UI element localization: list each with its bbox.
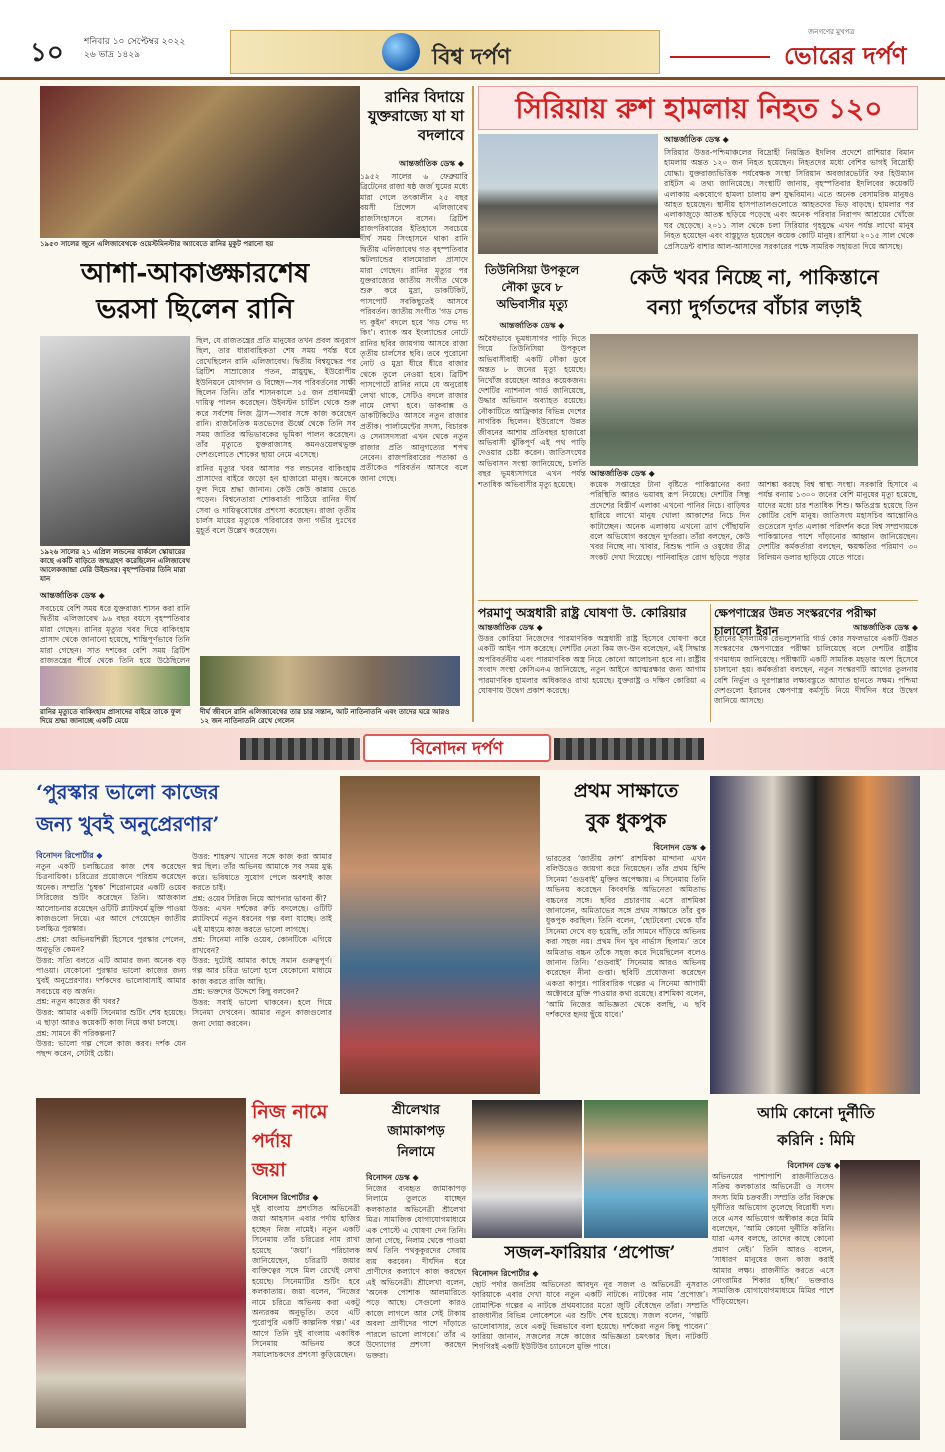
award-body-left: নতুন একটি চলচ্চিত্রের কাজ শেষ করেছেন চিত্রনায়িকা। চরিত্রের প্রয়োজনে পরিশ্রম করেছেন অনেক। সম্প্রতি ‘চুম্বক’ শিরোনামের একটি ওয়েব সিরিজের শুটিং করেছেন তিনি। আজকাল আলোচনায় রয়েছেন ওটিটি প্ল্যাটফর্মে মুক্তি পাওয়া কাজগুলো নিয়ে। এর আগে পেয়েছেন জাতীয় চলচ্চিত্র পুরস্কার। প্রশ্ন: সেরা অভিনয়শিল্পী হিসেবে পুরস্কার পেলেন, অনুভূতি কেমন? উত্তর: সত্যি বলতে এটি আমার জন্য অনেক বড় পাওয়া। যেকোনো পুরস্কার ভালো কাজের জন্য খুবই অনুপ্রেরণার। দর্শকদের ভালোবাসাই আমার সবচেয়ে বড় অর্জন। প্রশ্ন: নতুন কাজের কী খবর? উত্তর: আমার একটি সিনেমার শুটিং শেষ হয়েছে। এ ছাড়া আরও কয়েকটি কাজ নিয়ে কথা চলছে। প্রশ্ন: সামনে কী পরিকল্পনা? উত্তর: ভালো গল্প পেলে কাজ করব। দর্শক যেন পছন্দ করেন, সেটাই চেষ্টা। — [36, 862, 186, 1059]
tunisia-dept: আন্তর্জাতিক ডেস্ক ◆ — [499, 321, 565, 330]
joya-headline — [252, 1098, 352, 1190]
masthead-logo: ভোরের দর্পণ — [784, 41, 907, 70]
mimi-body: অভিনয়ের পাশাপাশি রাজনীতিতেও সক্রিয় কলকাতার অভিনেত্রী ও সংসদ সদস্য মিমি চক্রবর্তী। সম্প্রতি তাঁর বিরুদ্ধে দুর্নীতির অভিযোগ তুলেছে বিরোধী দল। তবে এসব অভিযোগ অস্বীকার করে মিমি বলেছেন, ‘আমি কোনো দুর্নীতি করিনি। যারা এসব বলছে, তাদের কাছে কোনো প্রমাণ নেই।’ তিনি আরও বলেন, ‘সাধারণ মানুষের জন্য কাজ করাই আমার লক্ষ্য। রাজনীতি করতে এসে নোংরামির শিকার হচ্ছি।’ ভক্তরাও সামাজিক যোগাযোগমাধ্যমে মিমির পাশে দাঁড়িয়েছেন। — [712, 1172, 834, 1306]
sreelekha-headline-line2: জামাকাপড় — [387, 1124, 445, 1139]
korea-body: উত্তর কোরিয়া নিজেদের পারমাণবিক অস্ত্রধারী রাষ্ট্র হিসেবে ঘোষণা করে একটি আইন পাস করেছে। দেশটির নেতা কিম জং-উন বলেছেন, এই সিদ্ধান্ত অপরিবর্তনীয় এবং পারমাণবিক অস্ত্র নিয়ে কোনো আলোচনা হবে না। রাষ্ট্রীয় সংবাদ সংস্থা কেসিএনএ জানিয়েছে, নতুন আইনে আত্মরক্ষার জন্য আগাম পারমাণবিক হামলার অধিকারও রাখা হয়েছে। যুক্তরাষ্ট্র ও দক্ষিণ কোরিয়া এ ঘোষণায় উদ্বেগ প্রকাশ করেছে। — [478, 634, 706, 696]
firstmeet-byline: বিনোদন ডেস্ক ◆ — [653, 843, 706, 852]
hope-headline — [30, 256, 360, 334]
flood-photo — [590, 334, 918, 466]
sajal-body: ছোট পর্দার জনপ্রিয় অভিনেতা আবদুন নূর সজল ও অভিনেত্রী নুসরাত ফারিয়াকে এবার দেখা যাবে নতুন একটি নাটকে। নাটকের নাম ‘প্রপোজ’। রোমান্টিক গল্পের এ নাটকে প্রথমবারের মতো জুটি বেঁধেছেন তাঁরা। সম্প্রতি রাজধানীর বিভিন্ন লোকেশনে এর শুটিং শেষ হয়েছে। সজল বলেন, ‘গল্পটি ভালোবাসার, তবে একটু ভিন্নভাবে বলা হয়েছে। দর্শকেরা নতুন কিছু পাবেন।’ ফারিয়া জানান, সজলের সঙ্গে কাজের অভিজ্ঞতা চমৎকার ছিল। নাটকটি শিগগিরই একটি ইউটিউব চ্যানেলে মুক্তি পাবে। — [472, 1280, 708, 1352]
date-bangla: ২৬ ভাদ্র ১৪২৯ — [84, 50, 141, 60]
ceremony-headline-line3: বদলাবে — [417, 126, 464, 144]
joya-headline-line1: নিজ নামে — [252, 1101, 328, 1123]
mimi-headline-line1: আমি কোনো দুর্নীতি — [757, 1104, 875, 1122]
mourner-photo — [40, 666, 190, 706]
page-number: ১০ — [30, 38, 64, 68]
ceremony-headline — [364, 88, 464, 160]
tunisia-headline-line1: তিউনিসিয়া উপকূলে — [484, 263, 580, 277]
tunisia-body: অবৈধভাবে ভূমধ্যসাগর পাড়ি দিতে গিয়ে তিউনিসিয়া উপকূলে অভিবাসীবাহী একটি নৌকা ডুবে অন্তত ৮ জনের মৃত্যু হয়েছে। নিখোঁজ রয়েছেন আরও কয়েকজন। দেশটির ন্যাশনাল গার্ড জানিয়েছে, উদ্ধার অভিযান অব্যাহত রয়েছে। নৌকাটিতে আফ্রিকার বিভিন্ন দেশের নাগরিক ছিলেন। ইউরোপে উন্নত জীবনের আশায় প্রতিবছর হাজারো অভিবাসী ঝুঁকিপূর্ণ এই পথ পাড়ি দেওয়ার চেষ্টা করেন। জাতিসংঘের অভিবাসন সংস্থা জানিয়েছে, চলতি বছর ভূমধ্যসাগরে এখন পর্যন্ত শতাধিক অভিবাসীর মৃত্যু হয়েছে। — [478, 334, 586, 489]
hope-headline-line2: ভরসা ছিলেন রানি — [96, 294, 294, 325]
tunisia-headline-line2: নৌকা ডুবে ৮ — [501, 280, 563, 294]
section-title: বিশ্ব দর্পণ — [432, 45, 511, 70]
iran-headline: ক্ষেপণাস্ত্রের উন্নত সংস্করণের পরীক্ষা চালালো ইরান — [714, 606, 877, 638]
masthead-rule — [670, 44, 770, 58]
royal-family-photo — [200, 656, 460, 706]
hope-body-right: ছিল, যে রাজতন্ত্রের প্রতি মানুষের তখন প্রবল অনুরাগ ছিল, তার ধারাবাহিকতা শেষ সময় পর্যন্ত ধরে রেখেছিলেন রানি এলিজাবেথ। দ্বিতীয় বিশ্বযুদ্ধের পর ব্রিটিশ সাম্রাজ্যের পতন, স্নায়ুযুদ্ধ, ইউরোপীয় ইউনিয়নে যোগদান ও বিচ্ছেদ—সব পরিবর্তনের সাক্ষী ছিলেন তিনি। তাঁর শাসনকালে ১৫ জন প্রধানমন্ত্রী দায়িত্ব পালন করেছেন। উইনস্টন চার্চিল থেকে শুরু করে সর্বশেষ লিজ ট্রাস—সবার সঙ্গে কাজ করেছেন রানি। রাজনৈতিক মতভেদের ঊর্ধ্বে থেকে তিনি সব সময় জাতির অভিভাবকের ভূমিকা পালন করেছেন। তাঁর মৃত্যুতে যুক্তরাজ্যসহ কমনওয়েলথভুক্ত দেশগুলোতে শোকের ছায়া নেমে এসেছে। রানির মৃত্যুর খবর আসার পর লন্ডনের বাকিংহাম প্রাসাদের বাইরে জড়ো হন হাজারো মানুষ। অনেকে ফুল দিয়ে শ্রদ্ধা জানান। কেউ কেউ কান্নায় ভেঙে পড়েন। বিশ্বনেতারা শোকবার্তা পাঠিয়ে রানির দীর্ঘ সেবা ও দায়িত্ববোধের প্রশংসা করেছেন। রাজা তৃতীয় চার্লস মায়ের মৃত্যুকে পরিবারের জন্য গভীর দুঃখের মুহূর্ত বলে উল্লেখ করেছেন। — [196, 336, 356, 536]
tunisia-headline-line3: অভিবাসীর মৃত্যু — [496, 297, 568, 311]
globe-icon — [382, 33, 420, 71]
firstmeet-body: ভারতের ‘জাতীয় ক্রাশ’ রাশমিকা মান্দানা এখন বলিউডেও জায়গা করে নিয়েছেন। তাঁর প্রথম হিন্দি সিনেমা ‘গুডবাই’ মুক্তির অপেক্ষায়। এ সিনেমায় তিনি অভিনয় করেছেন কিংবদন্তি অভিনেতা অমিতাভ বচ্চনের সঙ্গে। ছবির প্রচারণায় এসে রাশমিকা জানালেন, অমিতাভের সঙ্গে প্রথম সাক্ষাতে তাঁর বুক ধুকপুক করছিল। তিনি বলেন, ‘ছোটবেলা থেকে যাঁর সিনেমা দেখে বড় হয়েছি, তাঁর সামনে দাঁড়িয়ে অভিনয় করা সহজ নয়। প্রথম দিন খুব নার্ভাস ছিলাম।’ তবে অমিতাভ বচ্চন তাঁকে সহজ করে দিয়েছিলেন বলেও জানান তিনি। ‘গুডবাই’ সিনেমায় আরও অভিনয় করেছেন নীনা গুপ্তা। ছবিটি প্রযোজনা করেছেন একতা কাপুর। পারিবারিক গল্পের এ সিনেমা আগামী অক্টোবরে মুক্তি পাওয়ার কথা রয়েছে। রাশমিকা বলেন, ‘আমি নিজের অভিজ্ঞতা থেকে বলছি, এ ছবি দর্শকদের হৃদয় ছুঁয়ে যাবে।’ — [546, 854, 706, 1020]
young-queen-photo — [40, 336, 190, 546]
award-headline-line2: জন্য খুবই অনুপ্রেরণার’ — [36, 812, 220, 836]
mimi-headline — [712, 1100, 920, 1158]
date-gregorian: শনিবার ১০ সেপ্টেম্বর ২০২২ — [84, 37, 186, 47]
royal-family-caption: দীর্ঘ জীবনে রানি এলিজাবেথের তার চার সন্তান, আট নাতিনাতনি এবং তাদের ঘরে আরও ১২ জন নাতিনাতনি রেখে গেলেন — [200, 708, 450, 725]
ceremony-headline-line1: রানির বিদায়ে — [384, 88, 464, 106]
award-headline-line1: ‘পুরস্কার ভালো কাজের — [36, 780, 219, 804]
joya-headline-line2: পর্দায় — [252, 1130, 292, 1152]
hope-dept: আন্তর্জাতিক ডেস্ক ◆ — [40, 591, 105, 600]
young-queen-caption: ১৯২৬ সালের ২১ এপ্রিল লন্ডনের বার্কলে স্কোয়ারের কাছে একটি বাড়িতে জন্মগ্রহণ করেছিলেন এলিজাবেথ আলেকজান্দ্রা মেরি উইন্ডসর। বৃহস্পতিবার তিনি মারা যান — [40, 548, 191, 583]
syria-headline: সিরিয়ায় রুশ হামলায় নিহত ১২০ — [515, 92, 883, 125]
filmstrip-left — [240, 738, 360, 760]
korea-dept: আন্তর্জাতিক ডেস্ক ◆ — [478, 623, 543, 632]
ceremony-headline-line2: যুক্তরাজ্যে যা যা — [367, 107, 464, 125]
entertainment-section-title: বিনোদন দর্পণ — [363, 734, 551, 762]
date-box — [84, 36, 185, 62]
coronation-photo — [40, 86, 360, 238]
award-byline: বিনোদন রিপোর্টার ◆ — [36, 851, 103, 860]
sreelekha-headline-line3: নিলামে — [397, 1145, 435, 1160]
celebrities-photo — [710, 776, 920, 1094]
column-divider — [472, 86, 474, 722]
korea-headline: পরমাণু অস্ত্রধারী রাষ্ট্র ঘোষণা উ. কোরিয়ার — [478, 605, 687, 620]
filmstrip-right — [554, 738, 704, 760]
award-headline — [36, 776, 336, 846]
joya-headline-line3: জয়া — [252, 1159, 286, 1181]
pakistan-dept: আন্তর্জাতিক ডেস্ক ◆ — [590, 469, 655, 478]
joya-body: দুই বাংলায় প্রশংসিত অভিনেত্রী জয়া আহসান এবার পর্দায় হাজির হচ্ছেন নিজ নামেই। নতুন একটি সিনেমায় তাঁর চরিত্রের নাম রাখা হয়েছে ‘জয়া’। পরিচালক জানিয়েছেন, চরিত্রটি জয়ার ব্যক্তিত্বের সঙ্গে মিল রেখেই লেখা হয়েছে। সিনেমাটির শুটিং হবে কলকাতায়। জয়া বলেন, ‘নিজের নামে চরিত্রে অভিনয় করা একটু অন্যরকম অনুভূতি। তবে এটি পুরোপুরি একটি কাল্পনিক গল্প।’ এর আগে তিনি দুই বাংলায় একাধিক সিনেমায় অভিনয় করে সমালোচকদের প্রশংসা কুড়িয়েছেন। — [252, 1204, 360, 1359]
ceremony-body: ১৯৫২ সালের ৬ ফেব্রুয়ারি ব্রিটেনের রাজা ষষ্ঠ জর্জ ঘুমের মধ্যে মারা গেলে তৎকালীন ২৫ বছর বয়সী প্রিন্সেস এলিজাবেথ রাজসিংহাসনে বসেন। ব্রিটিশ রাজপরিবারের ইতিহাসে সবচেয়ে দীর্ঘ সময় সিংহাসনে থাকা রানি দ্বিতীয় এলিজাবেথ গত বৃহস্পতিবার স্কটল্যান্ডের বালমোরাল প্রাসাদে মারা গেছেন। রানির মৃত্যুর পর যুক্তরাজ্যের জাতীয় সংগীত থেকে শুরু করে মুদ্রা, ডাকটিকিট, পাসপোর্ট সবকিছুতেই আসবে পরিবর্তন। জাতীয় সংগীত 'গড সেভ দ্য কুইন' বদলে হবে 'গড সেভ দ্য কিং'। ব্যাংক অব ইংল্যান্ডের নোটে রানির ছবির জায়গায় আসবে রাজা তৃতীয় চার্লসের ছবি। তবে পুরোনো নোট ও মুদ্রা ধীরে ধীরে বাজার থেকে তুলে নেওয়া হবে। ব্রিটিশ পাসপোর্টে রানির নামে যে অনুরোধ লেখা থাকে, সেটিও বদলে রাজার নামে লেখা হবে। ডাকবাক্স ও ডাকটিকিটেও আসবে নতুন রাজার প্রতীক। পার্লামেন্টের সদস্য, বিচারক ও সেনাসদস্যরা এখন থেকে নতুন রাজার প্রতি আনুগত্যের শপথ নেবেন। রাজপরিবারের পতাকা ও প্রতীকেও পরিবর্তন আসবে বলে জানা গেছে। — [360, 172, 468, 483]
mimi-photo — [840, 1160, 920, 1440]
ceremony-dept: আন্তর্জাতিক ডেস্ক ◆ — [399, 159, 464, 168]
sreelekha-headline-line1: শ্রীলেখার — [392, 1103, 440, 1118]
firstmeet-headline-line2: বুক ধুকপুক — [585, 810, 667, 832]
mourner-caption: রানির মৃত্যুতে বাকিংহাম প্রাসাদের বাইরে তাকে ফুল দিয়ে শ্রদ্ধা জানাচ্ছে একটি মেয়ে — [40, 708, 182, 725]
actress-portrait-photo — [340, 776, 540, 1094]
pakistan-body: কয়েক সপ্তাহের টানা বৃষ্টিতে পাকিস্তানের বন্যা পরিস্থিতি আরও ভয়াবহ রূপ নিয়েছে। দেশটির সিন্ধু প্রদেশের বিস্তীর্ণ এলাকা এখনো পানির নিচে। বাড়িঘর হারিয়ে লাখো মানুষ খোলা আকাশের নিচে দিন কাটাচ্ছেন। অনেক এলাকায় এখনো ত্রাণ পৌঁছায়নি বলে অভিযোগ করছেন দুর্গতরা। তাঁরা বলছেন, কেউ খবর নিচ্ছে না। খাবার, বিশুদ্ধ পানি ও ওষুধের তীব্র সংকট দেখা দিয়েছে। পানিবাহিত রোগ ছড়িয়ে পড়ার আশঙ্কা করছে বিশ্ব স্বাস্থ্য সংস্থা। সরকারি হিসাবে এ পর্যন্ত বন্যায় ১৩০০ জনের বেশি মানুষের মৃত্যু হয়েছে, যাদের মধ্যে চার শতাধিক শিশু। ক্ষতিগ্রস্ত হয়েছে তিন কোটির বেশি মানুষ। জাতিসংঘ মহাসচিব আন্তোনিও গুতেরেস দুর্গত এলাকা পরিদর্শন করে বিশ্ব সম্প্রদায়কে পাকিস্তানের পাশে দাঁড়ানোর আহ্বান জানিয়েছেন। দেশটির কর্মকর্তারা বলছেন, ক্ষয়ক্ষতির পরিমাণ ৩০ বিলিয়ন ডলার ছাড়িয়ে যেতে পারে। — [590, 480, 918, 562]
syria-smoke-photo — [478, 134, 658, 254]
sreelekha-byline: বিনোদন ডেস্ক ◆ — [366, 1173, 419, 1182]
sajal-byline: বিনোদন রিপোর্টার ◆ — [472, 1269, 539, 1278]
joya-photo — [36, 1098, 246, 1428]
coronation-caption: ১৯৫৩ সালের জুনে এলিজাবেথকে ওয়েস্টমিনস্টার অ্যাবেতে রানির মুকুট পরানো হয় — [40, 240, 274, 248]
firstmeet-headline — [546, 776, 706, 840]
section-rule — [478, 600, 918, 601]
pakistan-headline — [590, 262, 918, 330]
mimi-byline: বিনোদন ডেস্ক ◆ — [787, 1161, 840, 1170]
sajal-headline: সজল-ফারিয়ার ‘প্রপোজ’ — [504, 1243, 676, 1263]
pakistan-headline-line1: কেউ খবর নিচ্ছে না, পাকিস্তানে — [629, 265, 879, 289]
hope-body-left: সবচেয়ে বেশি সময় ধরে যুক্তরাজ্য শাসন করা রানি দ্বিতীয় এলিজাবেথ ৯৬ বছর বয়সে বৃহস্পতিবার মারা গেছেন। রানির মৃত্যুর খবর দিয়ে বাকিংহাম প্রাসাদ থেকে জানানো হয়েছে, শান্তিপূর্ণভাবে তিনি মারা গেছেন। সাত দশকের বেশি সময় ব্রিটিশ রাজতন্ত্রের শীর্ষে থেকে তিনি হয়ে উঠেছিলেন — [40, 604, 190, 666]
column-divider-2 — [710, 604, 711, 722]
sreelekha-headline — [366, 1100, 466, 1170]
syria-dept: আন্তর্জাতিক ডেস্ক ◆ — [664, 135, 729, 144]
hope-headline-line1: আশা-আকাঙ্ক্ষারশেষ — [80, 258, 310, 289]
firstmeet-headline-line1: প্রথম সাক্ষাতে — [573, 780, 679, 802]
hope-body-right-part2: রানির মৃত্যুর খবর আসার পর লন্ডনের বাকিংহাম প্রাসাদের বাইরে জড়ো হন হাজারো মানুষ। অনেকে ফুল দিয়ে শ্রদ্ধা জানান। কেউ কেউ কান্নায় ভেঙে পড়েন। বিশ্বনেতারা শোকবার্তা পাঠিয়ে রানির দীর্ঘ সেবা ও দায়িত্ববোধের প্রশংসা করেছেন। রাজা তৃতীয় চার্লস মায়ের মৃত্যুকে পরিবারের জন্য গভীর দুঃখের মুহূর্ত বলে উল্লেখ করেছেন। — [196, 463, 356, 536]
mimi-headline-line2: করিনি : মিমি — [777, 1131, 855, 1149]
joya-byline: বিনোদন রিপোর্টার ◆ — [252, 1193, 319, 1202]
faria-photo — [584, 1100, 708, 1238]
pakistan-headline-line2: বন্যা দুর্গতদের বাঁচার লড়াই — [647, 295, 861, 319]
sreelekha-body: নিজের ব্যবহৃত জামাকাপড় নিলামে তুলতে যাচ্ছেন কলকাতার অভিনেত্রী শ্রীলেখা মিত্র। সামাজিক যোগাযোগমাধ্যমে এক পোস্টে এ ঘোষণা দেন তিনি। জানা গেছে, নিলাম থেকে পাওয়া অর্থ তিনি পথকুকুরদের সেবায় ব্যয় করবেন। দীর্ঘদিন ধরে প্রাণীদের কল্যাণে কাজ করছেন এই অভিনেত্রী। শ্রীলেখা বলেন, ‘অনেক পোশাক আলমারিতে পড়ে আছে। সেগুলো কারও কাজে লাগলে আর সেই টাকায় অবলা প্রাণীদের পাশে দাঁড়াতে পারলে ভালো লাগবে।’ তাঁর এ উদ্যোগের প্রশংসা করছেন ভক্তরা। — [366, 1184, 466, 1360]
sajal-photo — [472, 1100, 582, 1238]
award-body-right: উত্তর: শাহরুখ খানের সঙ্গে কাজ করা আমার স্বপ্ন ছিল। তাঁর অভিনয় আমাকে সব সময় মুগ্ধ করে। ভবিষ্যতে সুযোগ পেলে অবশ্যই কাজ করতে চাই। প্রশ্ন: ওয়েব সিরিজ নিয়ে আপনার ভাবনা কী? উত্তর: এখন দর্শকের রুচি বদলেছে। ওটিটি প্ল্যাটফর্মে নতুন ধরনের গল্প বলা যাচ্ছে। তাই এই মাধ্যমে কাজ করতে ভালো লাগছে। প্রশ্ন: সিনেমা নাকি ওয়েব, কোনটিকে এগিয়ে রাখবেন? উত্তর: দুটোই আমার কাছে সমান গুরুত্বপূর্ণ। গল্প আর চরিত্র ভালো হলে যেকোনো মাধ্যমে কাজ করতে রাজি আছি। প্রশ্ন: ভক্তদের উদ্দেশে কিছু বলবেন? উত্তর: সবাই ভালো থাকবেন। হলে গিয়ে সিনেমা দেখবেন। আমার নতুন কাজগুলোর জন্য দোয়া করবেন। — [192, 852, 332, 1028]
iran-body: ইরানের ইসলামিক রেভল্যুশনারি গার্ড কোর সফলভাবে একটি উন্নত সংস্করণের ক্ষেপণাস্ত্রের পরীক্ষা চালিয়েছে বলে দেশটির রাষ্ট্রীয় গণমাধ্যম জানিয়েছে। পরীক্ষাটি একটি সামরিক মহড়ার অংশ হিসেবে চালানো হয়। কর্মকর্তারা বলছেন, নতুন সংস্করণটি আগের তুলনায় বেশি নির্ভুল ও দূরপাল্লার লক্ষ্যবস্তুতে আঘাত হানতে সক্ষম। পশ্চিমা দেশগুলো ইরানের ক্ষেপণাস্ত্র কর্মসূচি নিয়ে দীর্ঘদিন ধরে উদ্বেগ জানিয়ে আসছে। — [714, 634, 918, 706]
syria-body: সিরিয়ার উত্তর-পশ্চিমাঞ্চলের বিদ্রোহী নিয়ন্ত্রিত ইদলিব প্রদেশে রাশিয়ার বিমান হামলায় অন্তত ১২০ জন নিহত হয়েছেন। নিহতদের মধ্যে বেশির ভাগই বিদ্রোহী যোদ্ধা। যুক্তরাজ্যভিত্তিক পর্যবেক্ষক সংস্থা সিরিয়ান অবজারভেটরি ফর হিউম্যান রাইটস এ তথ্য জানিয়েছে। সংস্থাটি জানায়, বৃহস্পতিবার ইদলিবের কয়েকটি এলাকায় একযোগে হামলা চালায় রুশ যুদ্ধবিমান। এতে অনেক বেসামরিক মানুষও আহত হয়েছেন। স্থানীয় হাসপাতালগুলোতে আহতদের ভিড় বাড়ছে। হামলার পর এলাকাজুড়ে আতঙ্ক ছড়িয়ে পড়েছে এবং অনেক পরিবার নিরাপদ আশ্রয়ের খোঁজে ঘর ছেড়েছে। ২০১১ সাল থেকে চলা সিরিয়ার গৃহযুদ্ধে এখন পর্যন্ত লাখো মানুষ নিহত হয়েছেন এবং বাস্তুচ্যুত হয়েছেন কয়েক কোটি মানুষ। রাশিয়া ২০১৫ সাল থেকে প্রেসিডেন্ট বাশার আল-আসাদের সরকারের পক্ষে সামরিক সহায়তা দিয়ে আসছে। — [664, 148, 914, 251]
masthead-tagline: জনগণের মুখপত্র — [808, 28, 855, 36]
tunisia-headline — [478, 262, 586, 318]
iran-dept: আন্তর্জাতিক ডেস্ক ◆ — [853, 623, 918, 632]
